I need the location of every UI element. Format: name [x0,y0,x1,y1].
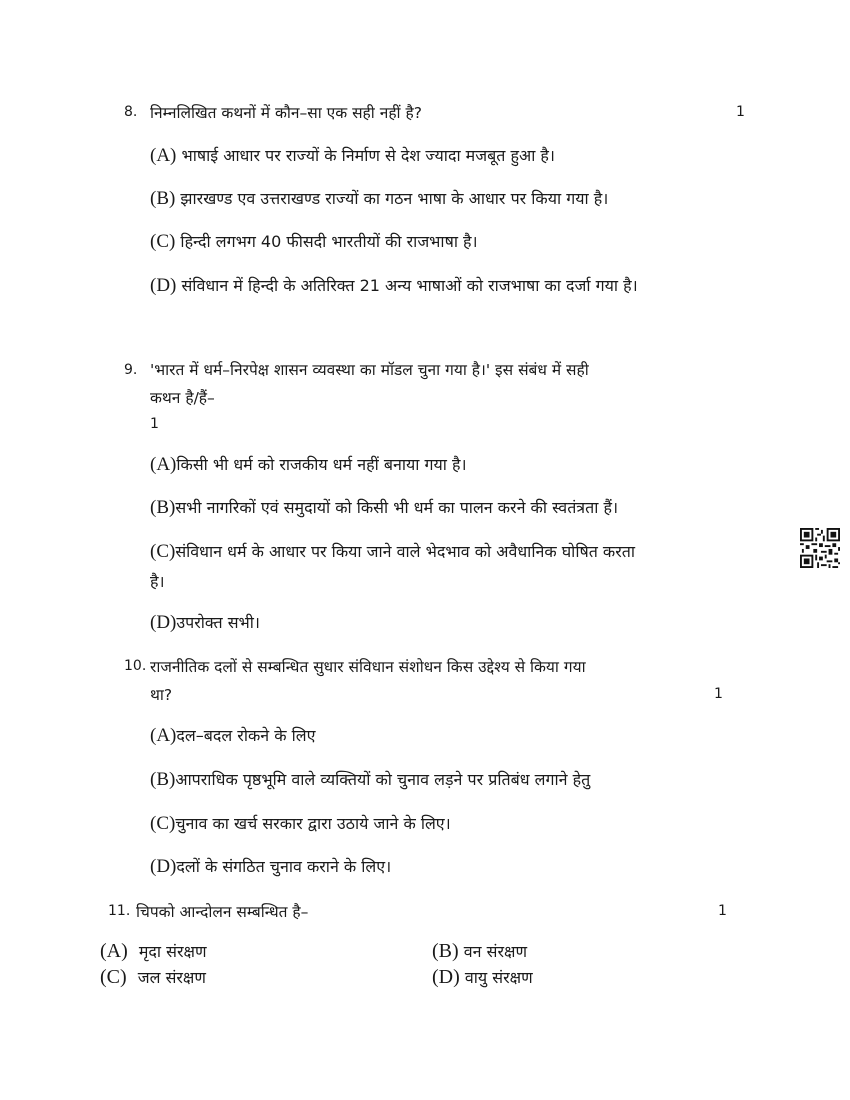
q10-option-c [150,812,451,835]
q8-option-a-letter: (A) [150,145,177,166]
q10-option-c-text: चुनाव का खर्च सरकार द्वारा उठाये जाने के लिए। [175,814,451,833]
q10-option-d [150,855,391,878]
q10-option-c-letter: (C) [150,813,176,834]
q9-option-a-text: किसी भी धर्म को राजकीय धर्म नहीं बनाया गया है। [176,455,467,474]
q10-option-a-text: दल–बदल रोकने के लिए [176,726,316,745]
q11-option-d [432,966,533,989]
q10-option-a-letter: (A) [150,725,177,746]
q9-option-d-text: उपरोक्त सभी। [176,613,260,632]
q8-option-d [150,274,638,297]
q9-text-line1: 'भारत में धर्म–निरपेक्ष शासन व्यवस्था का मॉडल चुना गया है।' इस संबंध में सही [150,361,589,379]
q9-option-b [150,496,618,519]
q9-option-c [150,540,635,563]
q11-option-b-letter: (B) [432,940,459,962]
q10-option-d-text: दलों के संगठित चुनाव कराने के लिए। [176,857,392,876]
q8-option-b-letter: (B) [150,188,176,209]
q8-number: 8. [124,104,138,120]
q10-option-d-letter: (D) [150,856,177,877]
q8-text: निम्नलिखित कथनों में कौन–सा एक सही नहीं है? [150,104,422,122]
q9-option-b-letter: (B) [150,497,176,518]
q10-option-b-letter: (B) [150,769,176,790]
q8-option-c-letter: (C) [150,231,176,252]
q8-option-a [150,144,555,167]
q11-option-d-text: वायु संरक्षण [464,968,533,987]
q8-marks: 1 [736,104,745,120]
q9-option-d [150,611,260,634]
q9-number: 9. [124,362,138,378]
q10-option-a [150,724,315,747]
q9-option-c-text-line1: संविधान धर्म के आधार पर किया जाने वाले भेदभाव को अवैधानिक घोषित करता [175,542,636,561]
q10-number: 10. [124,658,147,674]
q9-option-c-letter: (C) [150,541,176,562]
q11-option-a [100,940,207,963]
q11-option-b-text: वन संरक्षण [463,942,528,961]
q9-option-d-letter: (D) [150,612,177,633]
q11-option-c-letter: (C) [100,966,127,988]
q9-text-line2: कथन है/हैं– [150,389,215,407]
qr-code-icon [800,528,840,568]
q9-option-c-text-line2: है। [150,572,165,591]
q11-option-c [100,966,206,989]
q9-option-a [150,453,467,476]
q11-option-d-letter: (D) [432,966,460,988]
q11-option-b [432,940,527,963]
q8-option-b-text: झारखण्ड एव उत्तराखण्ड राज्यों का गठन भाषा के आधार पर किया गया है। [180,189,609,208]
q11-text: चिपको आन्दोलन सम्बन्धित है– [136,903,309,921]
q8-option-c-text: हिन्दी लगभग 40 फीसदी भारतीयों की राजभाषा है। [180,232,478,251]
q11-option-a-text: मृदा संरक्षण [138,942,207,961]
q9-marks: 1 [150,416,159,432]
q9-option-a-letter: (A) [150,454,177,475]
q10-text-line1: राजनीतिक दलों से सम्बन्धित सुधार संविधान संशोधन किस उद्देश्य से किया गया [150,658,586,676]
q10-text-line2: था? [150,686,173,704]
q11-option-c-text: जल संरक्षण [137,968,206,987]
q11-number: 11. [108,903,131,919]
q8-option-d-text: संविधान में हिन्दी के अतिरिक्त 21 अन्य भाषाओं को राजभाषा का दर्जा गया है। [181,276,638,295]
q10-option-b [150,768,590,791]
q8-option-d-letter: (D) [150,275,177,296]
q8-option-a-text: भाषाई आधार पर राज्यों के निर्माण से देश ज्यादा मजबूत हुआ है। [181,146,555,165]
q10-marks: 1 [714,686,723,702]
q11-option-a-letter: (A) [100,940,128,962]
q8-option-b [150,187,608,210]
q8-option-c [150,230,478,253]
q10-option-b-text: आपराधिक पृष्ठभूमि वाले व्यक्तियों को चुनाव लड़ने पर प्रतिबंध लगाने हेतु [175,770,591,789]
q9-option-b-text: सभी नागरिकों एवं समुदायों को किसी भी धर्म का पालन करने की स्वतंत्रता हैं। [175,498,619,517]
q11-marks: 1 [718,903,727,919]
